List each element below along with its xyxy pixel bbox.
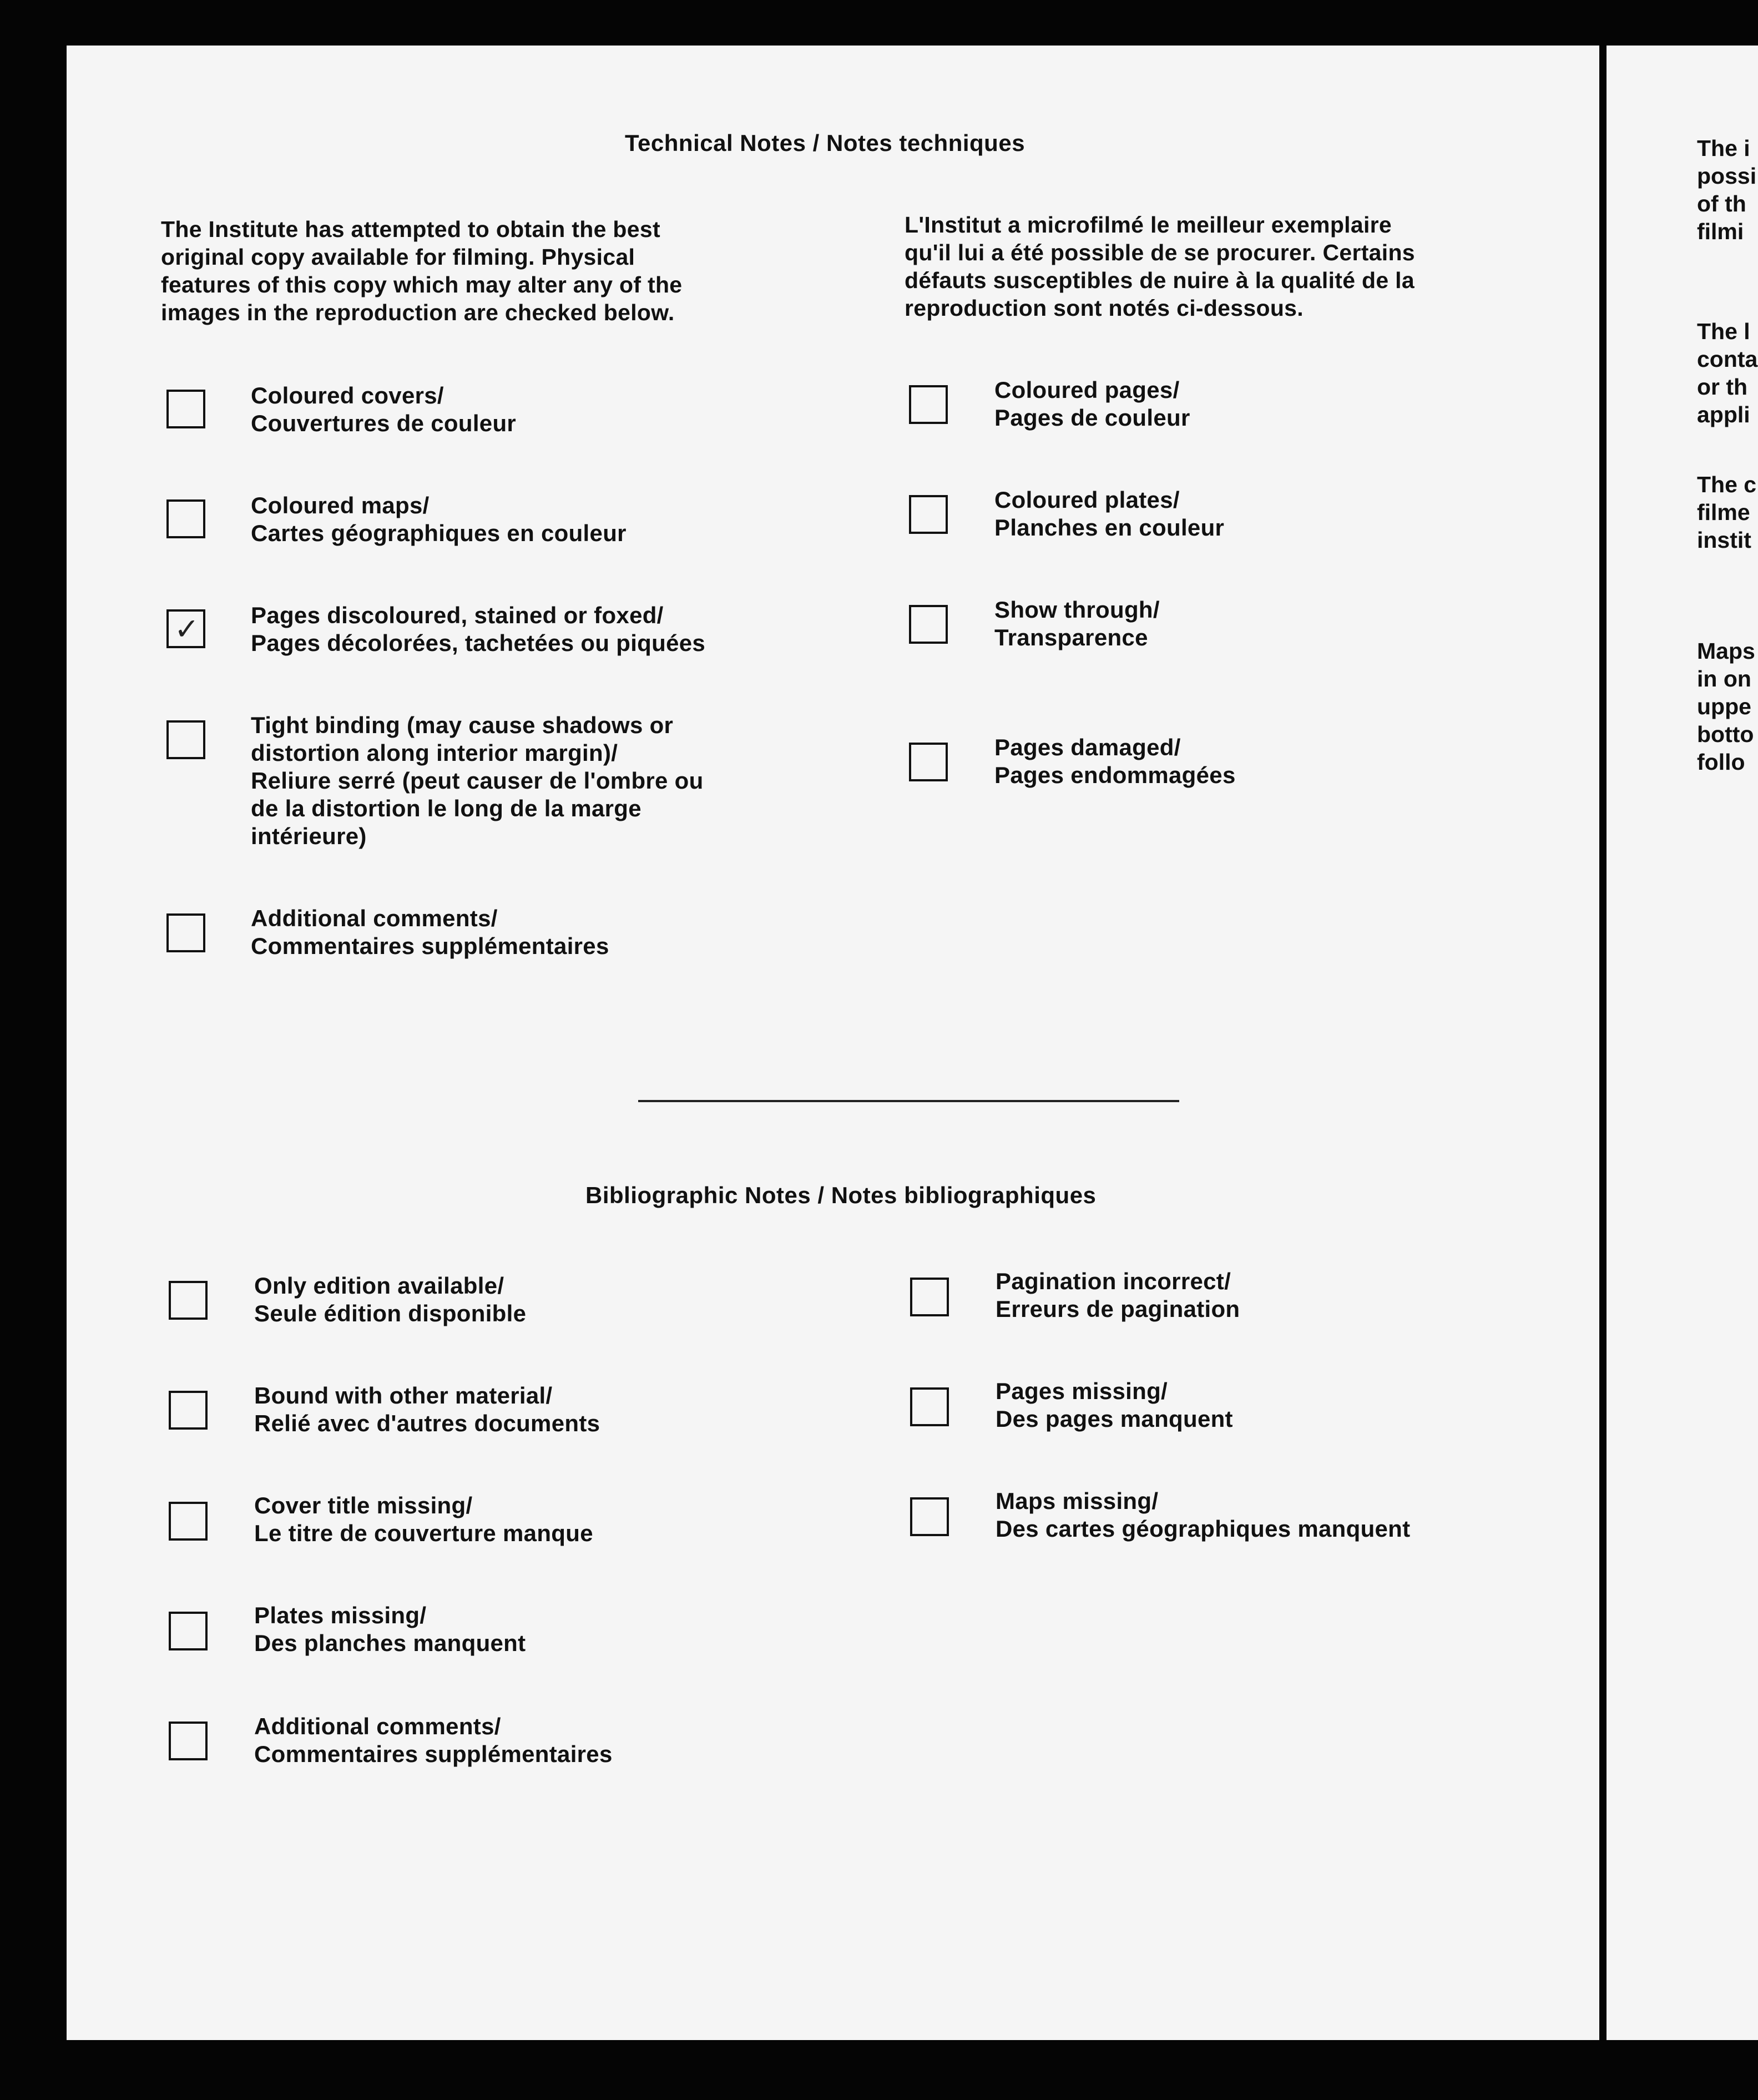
technical-additional-comments-label: Additional comments/ Commentaires supplémentaires <box>251 905 609 959</box>
cover-title-missing-label: Cover title missing/ Le titre de couverture manque <box>254 1492 593 1546</box>
section-divider <box>638 1100 1179 1102</box>
adjacent-paragraph-3: The c filme instit <box>1697 472 1757 553</box>
bibliographic-additional-comments-label: Additional comments/ Commentaires supplémentaires <box>254 1713 613 1767</box>
pages-damaged-label: Pages damaged/ Pages endommagées <box>994 734 1236 788</box>
bibliographic-additional-comments-checkbox[interactable] <box>169 1722 208 1760</box>
adjacent-page-fragment <box>1607 46 1758 2040</box>
coloured-pages-checkbox[interactable] <box>909 385 948 424</box>
adjacent-paragraph-4: Maps in on uppe botto follo <box>1697 638 1755 775</box>
coloured-covers-label: Coloured covers/ Couvertures de couleur <box>251 382 517 436</box>
pages-damaged-checkbox[interactable] <box>909 743 948 781</box>
coloured-maps-label: Coloured maps/ Cartes géographiques en couleur <box>251 492 627 546</box>
pages-discoloured-label: Pages discoloured, stained or foxed/ Pages décolorées, tachetées ou piquées <box>251 602 706 656</box>
coloured-plates-label: Coloured plates/ Planches en couleur <box>994 487 1225 541</box>
pagination-incorrect-checkbox[interactable] <box>910 1278 949 1316</box>
coloured-covers-checkbox[interactable] <box>166 390 205 428</box>
adjacent-paragraph-2: The l conta or th appli <box>1697 319 1758 427</box>
cover-title-missing-checkbox[interactable] <box>169 1502 208 1541</box>
maps-missing-label: Maps missing/ Des cartes géographiques manquent <box>996 1488 1411 1542</box>
tight-binding-checkbox[interactable] <box>166 720 205 759</box>
only-edition-checkbox[interactable] <box>169 1281 208 1320</box>
adjacent-paragraph-1: The i possi of th filmi <box>1697 135 1757 244</box>
plates-missing-checkbox[interactable] <box>169 1612 208 1650</box>
pages-discoloured-checkbox[interactable] <box>166 609 205 648</box>
coloured-plates-checkbox[interactable] <box>909 495 948 534</box>
technical-notes-heading: Technical Notes / Notes techniques <box>625 130 1026 156</box>
bound-with-other-material-label: Bound with other material/ Relié avec d'autres documents <box>254 1382 600 1436</box>
show-through-checkbox[interactable] <box>909 605 948 644</box>
pages-missing-label: Pages missing/ Des pages manquent <box>996 1378 1233 1432</box>
checkmark-icon: ✓ <box>174 612 200 647</box>
pagination-incorrect-label: Pagination incorrect/ Erreurs de pagination <box>996 1268 1240 1322</box>
technical-intro-french: L'Institut a microfilmé le meilleur exemplaire qu'il lui a été possible de se procurer. Certains défauts susceptibles de nuire à la qualité de la reproduction sont notés ci-dessous. <box>905 212 1415 321</box>
technical-intro-english: The Institute has attempted to obtain the best original copy available for filming. Physical features of this copy which may alter any of the images in the reproduction are checked below. <box>161 216 683 325</box>
main-page <box>67 46 1599 2040</box>
tight-binding-label: Tight binding (may cause shadows or distortion along interior margin)/ Reliure serré (peut causer de l'ombre ou de la distortion le long de la marge intérieure) <box>251 712 704 849</box>
pages-missing-checkbox[interactable] <box>910 1387 949 1426</box>
maps-missing-checkbox[interactable] <box>910 1497 949 1536</box>
bound-with-other-material-checkbox[interactable] <box>169 1391 208 1430</box>
coloured-pages-label: Coloured pages/ Pages de couleur <box>994 377 1190 431</box>
coloured-maps-checkbox[interactable] <box>166 499 205 538</box>
show-through-label: Show through/ Transparence <box>994 597 1160 650</box>
bibliographic-notes-heading: Bibliographic Notes / Notes bibliographiques <box>585 1182 1097 1208</box>
only-edition-label: Only edition available/ Seule édition disponible <box>254 1273 527 1326</box>
plates-missing-label: Plates missing/ Des planches manquent <box>254 1602 526 1656</box>
technical-additional-comments-checkbox[interactable] <box>166 913 205 952</box>
